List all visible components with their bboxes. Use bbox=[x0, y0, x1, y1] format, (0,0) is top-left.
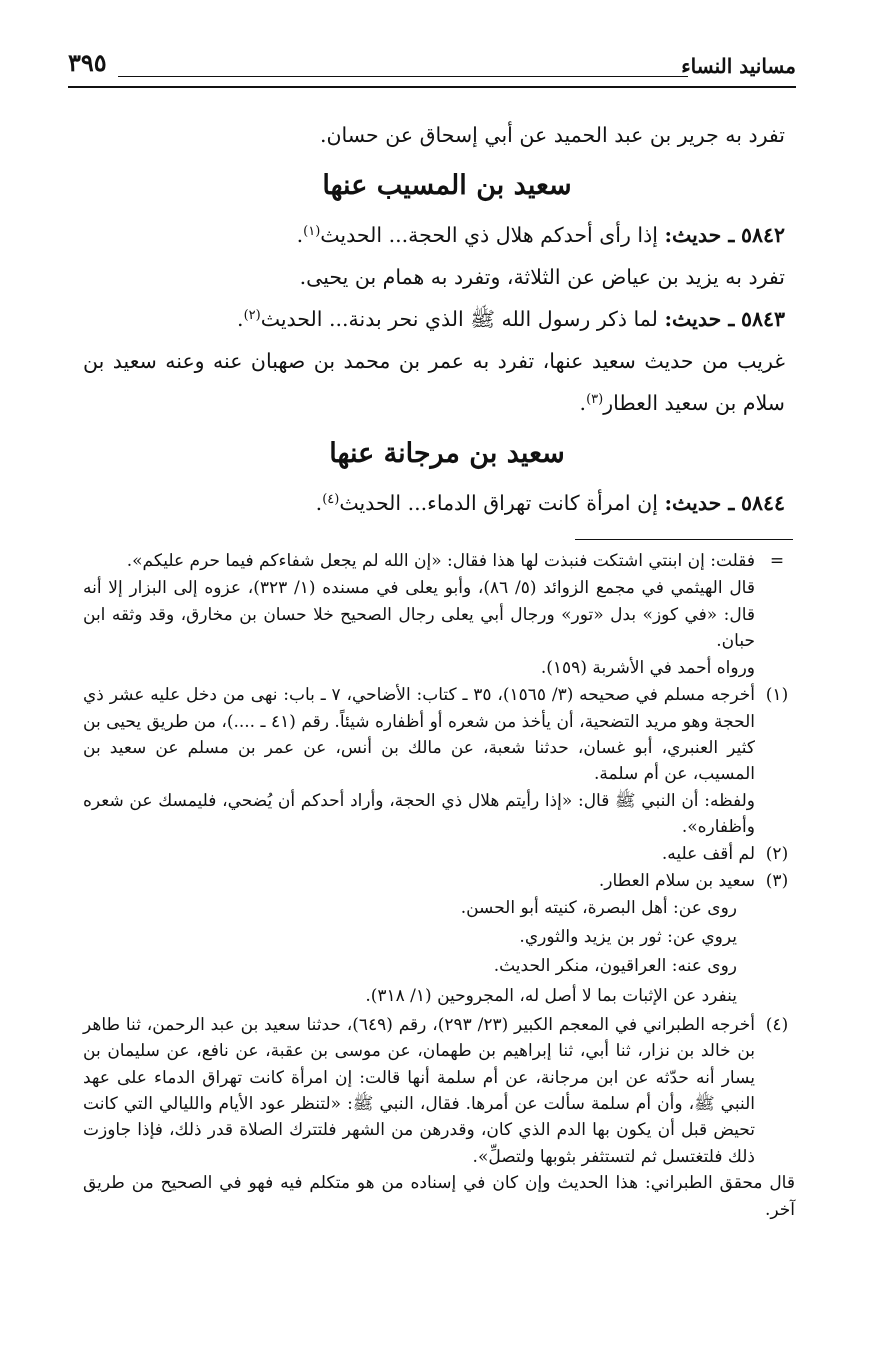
footnote-ref: (٣) bbox=[586, 392, 604, 407]
period: . bbox=[237, 307, 244, 331]
footnote-mark: (٣) bbox=[765, 871, 789, 892]
hadith-5842-note: تفرد به يزيد بن عياض عن الثلاثة، وتفرد به همام بن يحيى. bbox=[299, 265, 785, 289]
footnote-ref: (٢) bbox=[243, 308, 261, 323]
footnote-paragraph: سعيد بن سلام العطار. bbox=[598, 871, 755, 892]
footnote-continued bbox=[83, 548, 795, 681]
section-title-ibn-marjana: سعيد بن مرجانة عنها bbox=[329, 438, 565, 469]
hadith-text: إذا رأى أحدكم هلال ذي الحجة... الحديث bbox=[320, 223, 658, 247]
footnote-paragraph: فقلت: إن ابنتي اشتكت فنبذت لها هذا فقال: «إن الله لم يجعل شفاءكم فيما حرم عليكم». bbox=[126, 551, 755, 571]
narrator-details bbox=[83, 895, 755, 1009]
footnote-2 bbox=[83, 841, 795, 867]
hadith-5843 bbox=[83, 298, 811, 340]
narrator-line: ينفرد عن الإثبات بما لا أصل له، المجروحين (١/ ٣١٨). bbox=[365, 985, 737, 1006]
footnote-paragraph: أخرجه الطبراني في المعجم الكبير (٢٣/ ٢٩٣)، رقم (٦٤٩)، حدثنا سعيد بن عبد الرحمن، ثنا طاهر بن خالد بن نزار، ثنا أبي، ثنا إبراهيم بن طهمان، عن موسى بن عقبة، عن نافع، عن سليمان بن يسار أنه حدّثه عن ابن مرجانة، عن أم سلمة أنها قالت: إن امرأة كانت تهراق الدماء على عهد النبي ﷺ، وأن أم سلمة سألت عن أمرها. فقال، النبي ﷺ: «لتنظر عود الأيام والليالي التي كانت تحيض قبل أن يكون بها الدم الذي كان، وقدرهن من الشهر فلتترك الصلاة قدر ذلك، فإذا جاوزت ذلك فلتغتسل ثم لتستثفر بثوبها ولتصلِّ». bbox=[83, 1015, 755, 1167]
period: . bbox=[296, 223, 304, 247]
hadith-5843-note bbox=[83, 340, 811, 424]
footnote-3 bbox=[83, 868, 795, 1009]
hadith-number: ٥٨٤٣ bbox=[740, 307, 785, 331]
hadith-5842 bbox=[83, 214, 811, 256]
footnote-mark: (١) bbox=[765, 685, 789, 706]
page-number: ٣٩٥ bbox=[68, 48, 107, 77]
header-divider bbox=[68, 86, 796, 88]
footnote-paragraph: لم أقف عليه. bbox=[661, 844, 755, 865]
hadith-label: ـ حديث: bbox=[664, 491, 735, 515]
footnote-paragraph: أخرجه مسلم في صحيحه (٣/ ١٥٦٥)، ٣٥ ـ كتاب: الأضاحي، ٧ ـ باب: نهى من دخل عليه عشر ذي الحجة وهو مريد التضحية، أن يأخذ من شعره أو أظفاره شيئاً. رقم (٤١ ـ ....)، من طريق يحيى بن كثير العنبري، أبو غسان، حدثنا شعبة، عن مالك بن أنس، عن عمر بن مسلم عن سعيد بن المسيب، عن أم سلمة. bbox=[83, 685, 756, 785]
intro-line: تفرد به جرير بن عبد الحميد عن أبي إسحاق عن حسان. bbox=[319, 123, 785, 147]
footnote-paragraph: قال الهيثمي في مجمع الزوائد (٥/ ٨٦)، وأبو يعلى في مسنده (١/ ٣٢٣)، عزوه إلى البزار إلا أنه قال: «في كوز» بدل «تور» ورجال أبي يعلى رجال الصحيح خلا حسان بن مخارق، وقد وثقه ابن حبان. bbox=[83, 578, 755, 651]
section-title-ibn-al-musayyib: سعيد بن المسيب عنها bbox=[322, 170, 572, 201]
footnote-4 bbox=[83, 1012, 795, 1170]
footnote-4-continuation bbox=[83, 1170, 795, 1223]
header-title: مسانيد النساء bbox=[681, 54, 796, 78]
continuation-mark: = bbox=[769, 551, 785, 571]
note-text: غريب من حديث سعيد عنها، تفرد به عمر بن محمد بن صهبان عنه وعنه سعيد بن سلام بن سعيد العطار bbox=[83, 349, 785, 415]
hadith-text: لما ذكر رسول الله ﷺ الذي نحر بدنة... الحديث bbox=[260, 307, 658, 331]
narrator-line: يروي عن: ثور بن يزيد والثوري. bbox=[519, 927, 737, 948]
period: . bbox=[579, 391, 587, 415]
period: . bbox=[315, 491, 323, 515]
hadith-label: ـ حديث: bbox=[664, 307, 735, 331]
main-text bbox=[83, 114, 811, 524]
hadith-label: ـ حديث: bbox=[664, 223, 735, 247]
footnote-mark: (٤) bbox=[765, 1015, 789, 1036]
narrator-line: روى عنه: العراقيون، منكر الحديث. bbox=[493, 956, 737, 977]
footnote-paragraph: قال محقق الطبراني: هذا الحديث وإن كان في إسناده من هو متكلم فيه فهو في الصحيح من طريق آخر. bbox=[83, 1173, 795, 1220]
footnote-ref: (٤) bbox=[322, 492, 340, 507]
hadith-5844 bbox=[83, 482, 811, 524]
hadith-number: ٥٨٤٢ bbox=[740, 223, 785, 247]
header-rule bbox=[118, 76, 688, 77]
footnote-separator bbox=[575, 539, 793, 540]
footnote-ref: (١) bbox=[303, 224, 321, 239]
hadith-text: إن امرأة كانت تهراق الدماء... الحديث bbox=[339, 491, 658, 515]
footnote-1 bbox=[83, 682, 795, 840]
narrator-line: روى عن: أهل البصرة، كنيته أبو الحسن. bbox=[460, 897, 737, 918]
hadith-number: ٥٨٤٤ bbox=[740, 491, 785, 515]
footnotes bbox=[83, 548, 795, 1223]
footnote-paragraph: ورواه أحمد في الأشربة (١٥٩). bbox=[540, 658, 755, 679]
running-header bbox=[68, 48, 796, 88]
footnote-mark: (٢) bbox=[765, 844, 789, 865]
footnote-paragraph: ولفظه: أن النبي ﷺ قال: «إذا رأيتم هلال ذي الحجة، وأراد أحدكم أن يُضحي، فليمسك عن شعره وأظفاره». bbox=[83, 791, 755, 838]
